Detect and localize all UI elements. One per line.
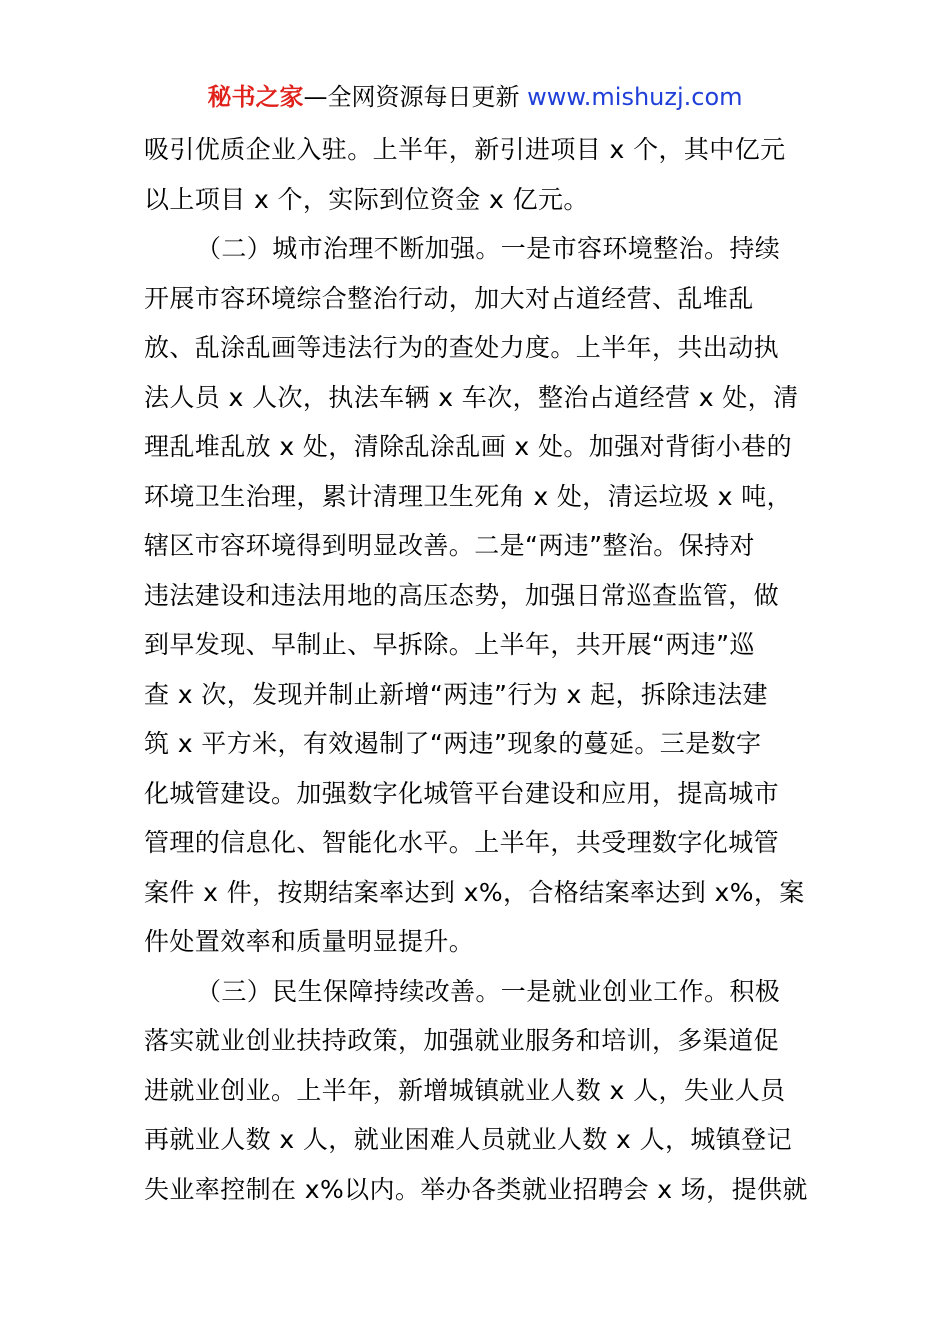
- text-line: 进就业创业。上半年，新增城镇就业人数 x 人，失业人员: [144, 1075, 786, 1105]
- text-line: 理乱堆乱放 x 处，清除乱涂乱画 x 处。加强对背街小巷的: [144, 432, 792, 461]
- header-brand: 秘书之家: [207, 83, 304, 111]
- text-line: 筑 x 平方米，有效遏制了“两违”现象的蔓延。三是数字: [144, 729, 762, 758]
- text-line: 放、乱涂乱画等违法行为的查处力度。上半年，共出动执: [144, 333, 780, 362]
- text-line: 管理的信息化、智能化水平。上半年，共受理数字化城管: [144, 828, 780, 857]
- text-line: 落实就业创业扶持政策，加强就业服务和培训，多渠道促: [144, 1026, 780, 1055]
- document-body: [144, 125, 808, 1214]
- header-tagline: —全网资源每日更新: [303, 83, 528, 111]
- text-line: 法人员 x 人次，执法车辆 x 车次，整治占道经营 x 处，清: [144, 382, 799, 412]
- text-line: 环境卫生治理，累计清理卫生死角 x 处，清运垃圾 x 吨，: [144, 481, 792, 511]
- text-line: 查 x 次，发现并制止新增“两违”行为 x 起，拆除违法建: [144, 679, 768, 709]
- text-line: 开展市容环境综合整治行动，加大对占道经营、乱堆乱: [144, 283, 754, 313]
- text-line: 化城管建设。加强数字化城管平台建设和应用，提高城市: [144, 778, 780, 808]
- page-header: [0, 80, 950, 114]
- text-line: 失业率控制在 x%以内。举办各类就业招聘会 x 场，提供就: [144, 1174, 808, 1204]
- text-line: 吸引优质企业入驻。上半年，新引进项目 x 个，其中亿元: [144, 135, 786, 164]
- text-line: 以上项目 x 个，实际到位资金 x 亿元。: [144, 184, 589, 214]
- text-line: 违法建设和违法用地的高压态势，加强日常巡查监管，做: [144, 580, 780, 610]
- text-line: （二）城市治理不断加强。一是市容环境整治。持续: [196, 234, 781, 263]
- text-line: 再就业人数 x 人，就业困难人员就业人数 x 人，城镇登记: [144, 1125, 792, 1154]
- text-line: 案件 x 件，按期结案率达到 x%，合格结案率达到 x%，案: [144, 877, 805, 907]
- text-line: 件处置效率和质量明显提升。: [144, 927, 475, 956]
- paragraph: [144, 224, 808, 967]
- text-line: 到早发现、早制止、早拆除。上半年，共开展“两违”巡: [144, 630, 755, 659]
- header-site-link[interactable]: www.mishuzj.com: [527, 83, 743, 111]
- paragraph: [144, 967, 808, 1215]
- text-line: 辖区市容环境得到明显改善。二是“两违”整治。保持对: [144, 531, 755, 560]
- text-line: （三）民生保障持续改善。一是就业创业工作。积极: [196, 976, 781, 1006]
- paragraph: [144, 125, 808, 224]
